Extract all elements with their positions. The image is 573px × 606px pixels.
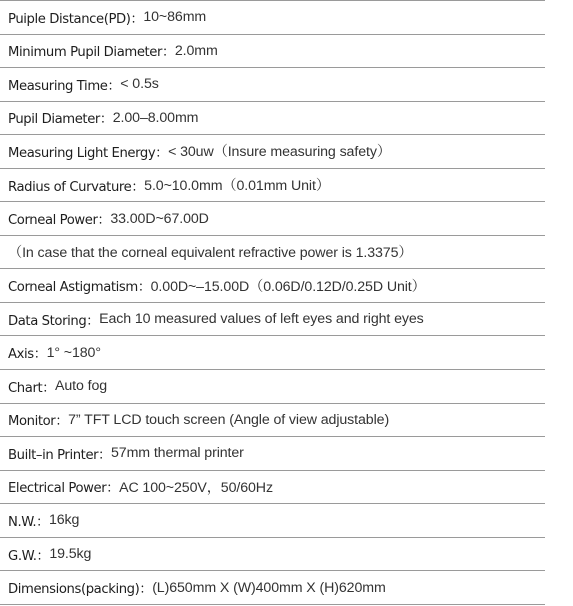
spec-value: 57mm thermal printer — [110, 445, 244, 462]
spec-label: Corneal Astigmatism： — [8, 280, 151, 296]
spec-row-dimensions — [0, 571, 545, 605]
spec-row-axis — [0, 336, 545, 370]
spec-label: Monitor： — [8, 414, 69, 430]
spec-value: 5.0~10.0mm（0.01mm Unit） — [144, 178, 330, 194]
spec-value: Each 10 measured values of left eyes and right eyes — [99, 311, 424, 328]
spec-row-min-pupil-diameter — [0, 35, 545, 69]
spec-label: Axis： — [8, 347, 47, 363]
spec-value: AC 100~250V，50/60Hz — [119, 479, 273, 496]
spec-label: Measuring Light Energy： — [8, 145, 169, 161]
spec-row-pupil-diameter — [0, 102, 545, 136]
spec-label: Dimensions(packing)： — [8, 582, 153, 598]
spec-label: Pupil Diameter： — [8, 112, 113, 128]
spec-row-printer — [0, 437, 545, 471]
spec-value: 19.5kg — [49, 546, 92, 563]
spec-label: Minimum Pupil Diameter： — [8, 45, 175, 61]
spec-row-data-storing — [0, 303, 545, 337]
spec-row-corneal-astigmatism — [0, 269, 545, 303]
spec-value: (L)650mm X (W)400mm X (H)620mm — [152, 579, 386, 596]
spec-row-net-weight — [0, 504, 545, 538]
spec-row-measuring-time — [0, 68, 545, 102]
spec-row-electrical-power — [0, 471, 545, 505]
spec-value: 33.00D~67.00D — [110, 210, 209, 227]
spec-label: G.W.： — [8, 548, 50, 564]
spec-label: Data Storing： — [8, 313, 100, 329]
spec-row-light-energy — [0, 135, 545, 169]
spec-label: Puiple Distance(PD)： — [8, 11, 144, 27]
spec-value: 7” TFT LCD touch screen (Angle of view adjustable) — [68, 411, 390, 428]
spec-label: Built–in Printer： — [8, 447, 111, 463]
spec-row-radius-of-curvature — [0, 169, 545, 203]
spec-row-pupil-distance — [0, 1, 545, 35]
spec-value: 2.0mm — [174, 42, 218, 59]
spec-label: Electrical Power： — [8, 481, 120, 497]
spec-row-chart — [0, 370, 545, 404]
spec-value: 1° ~180° — [46, 344, 101, 361]
spec-value: （In case that the corneal equivalent refractive power is 1.3375） — [8, 245, 413, 262]
spec-row-gross-weight — [0, 538, 545, 572]
spec-row-corneal-note — [0, 236, 545, 270]
spec-label: Corneal Power： — [8, 213, 111, 229]
spec-label: N.W.： — [8, 514, 49, 530]
spec-value: 2.00–8.00mm — [112, 109, 199, 126]
spec-value: 10~86mm — [143, 9, 207, 26]
spec-label: Radius of Curvature： — [8, 179, 145, 195]
spec-value: Auto fog — [55, 378, 108, 395]
spec-row-monitor — [0, 404, 545, 438]
spec-value: 0.00D~–15.00D（0.06D/0.12D/0.25D Unit） — [150, 278, 426, 295]
spec-value: < 30uw（Insure measuring safety） — [168, 144, 391, 161]
spec-value: 16kg — [48, 512, 80, 529]
spec-label: Measuring Time： — [8, 78, 121, 94]
spec-value: < 0.5s — [120, 76, 159, 93]
spec-row-corneal-power — [0, 202, 545, 236]
spec-label: Chart： — [8, 380, 56, 396]
